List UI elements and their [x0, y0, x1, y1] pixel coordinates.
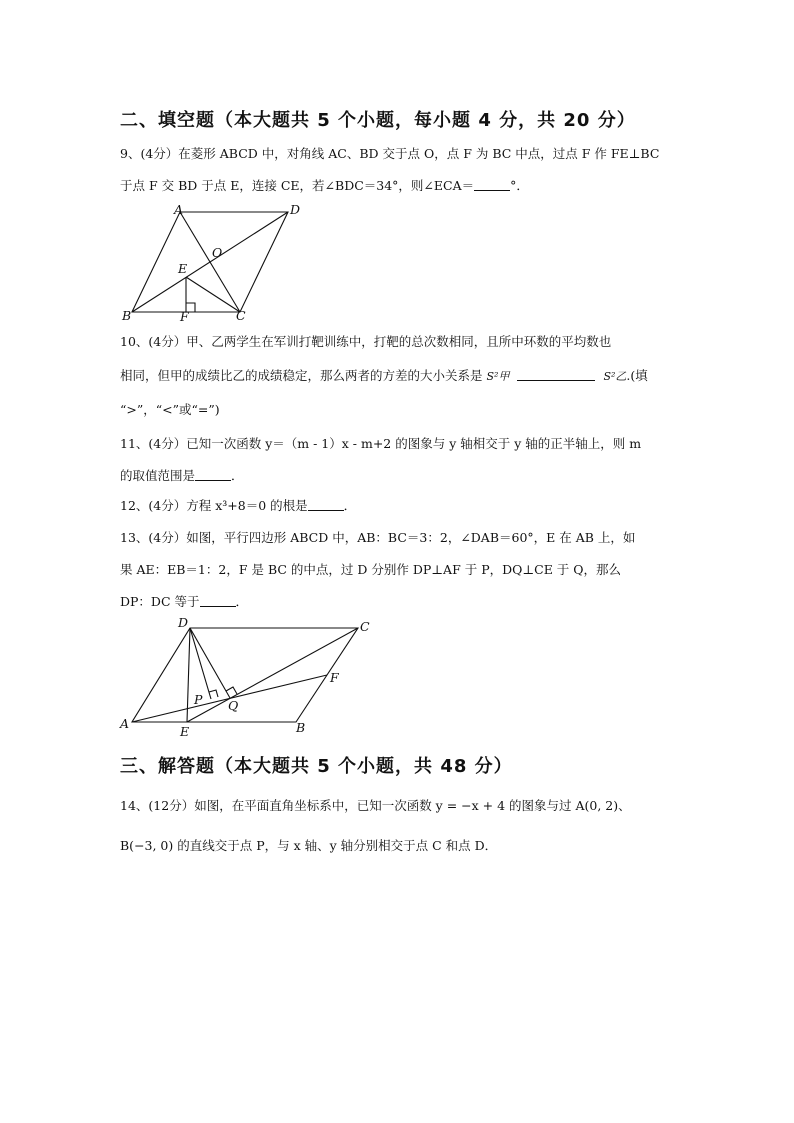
label-f: F — [330, 670, 339, 685]
segment-ec — [186, 277, 240, 312]
segment-dp — [190, 628, 211, 699]
label-f: F — [180, 309, 189, 322]
label-b: B — [296, 720, 306, 735]
segment-dq — [190, 628, 230, 698]
label-a: A — [120, 716, 130, 731]
variance-yi: S²乙 — [603, 370, 627, 383]
q12-line-1-text: 12、(4分）方程 x³+8＝0 的根是 — [120, 498, 308, 513]
q10-line-1: 10、(4分）甲、乙两学生在军训打靶训练中，打靶的总次数相同，且所中环数的平均数也 — [120, 334, 612, 349]
q9-rhombus-figure — [118, 202, 318, 322]
label-c: C — [236, 308, 246, 322]
label-q: Q — [228, 698, 239, 713]
label-c: C — [360, 619, 370, 634]
label-e: E — [178, 261, 188, 276]
q9-line-1: 9、(4分）在菱形 ABCD 中，对角线 AC、BD 交于点 O，点 F 为 BC 中点，过点 F 作 FE⊥BC — [120, 146, 660, 161]
label-a: A — [174, 202, 184, 217]
q11-line-2-text: 的取值范围是 — [120, 468, 196, 483]
q11-line-1: 11、(4分）已知一次函数 y＝（m - 1）x - m+2 的图象与 y 轴相交于 y 轴的正半轴上，则 m — [120, 436, 642, 451]
q11-answer-blank[interactable] — [195, 468, 231, 481]
q13-line-3-end: ． — [235, 594, 249, 609]
q9-line-2-end: °． — [510, 178, 529, 193]
label-d: D — [290, 202, 301, 217]
q12-answer-blank[interactable] — [308, 498, 344, 511]
section-2-heading: 二、填空题（本大题共 5 个小题，每小题 4 分，共 20 分） — [120, 110, 636, 131]
label-d: D — [178, 615, 189, 630]
q9-line-2 — [120, 178, 529, 194]
q14-line-2: B(−3, 0) 的直线交于点 P，与 x 轴、y 轴分别相交于点 C 和点 D． — [120, 838, 498, 853]
label-e: E — [180, 724, 190, 738]
q13-answer-blank[interactable] — [200, 594, 236, 607]
q14-line-1: 14、(12分）如图，在平面直角坐标系中，已知一次函数 y = −x + 4 的图象与过 A(0, 2)、 — [120, 798, 631, 813]
q10-line-2-end: .(填 — [626, 368, 648, 383]
variance-jia: S²甲 — [486, 370, 510, 383]
q10-line-2 — [120, 368, 648, 385]
section-3-heading: 三、解答题（本大题共 5 个小题，共 48 分） — [120, 756, 513, 777]
q11-line-2 — [120, 468, 244, 484]
q10-answer-blank[interactable] — [517, 368, 595, 381]
q13-parallelogram-figure — [116, 614, 386, 738]
q13-line-3-text: DP：DC 等于 — [120, 594, 200, 609]
q9-answer-blank[interactable] — [474, 178, 510, 191]
q12-line-1-end: ． — [343, 498, 357, 513]
q13-line-2: 果 AE：EB＝1：2，F 是 BC 的中点，过 D 分别作 DP⊥AF 于 P，DQ⊥CE 于 Q，那么 — [120, 562, 622, 577]
q10-line-2-text: 相同，但甲的成绩比乙的成绩稳定，那么两者的方差的大小关系是 — [120, 368, 483, 383]
label-b: B — [122, 308, 132, 322]
q10-line-3: “>”，“<”或“=”) — [120, 402, 220, 417]
q12-line-1 — [120, 498, 356, 514]
label-p: P — [194, 692, 203, 707]
q11-line-2-end: ． — [231, 468, 244, 483]
q13-line-3 — [120, 594, 248, 610]
label-o: O — [212, 245, 223, 260]
q13-line-1: 13、(4分）如图，平行四边形 ABCD 中，AB：BC＝3：2，∠DAB＝60°，E 在 AB 上，如 — [120, 530, 636, 545]
q9-line-2-text: 于点 F 交 BD 于点 E，连接 CE，若∠BDC＝34°，则∠ECA＝ — [120, 178, 475, 193]
parallelogram-abcd — [132, 628, 358, 722]
